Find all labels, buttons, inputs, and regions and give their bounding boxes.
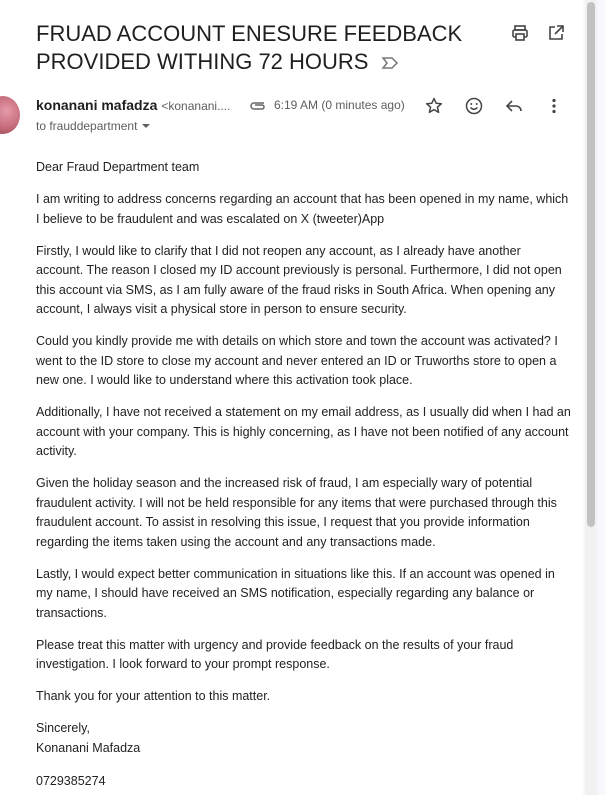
body-paragraph: I am writing to address concerns regarding an account that has been opened in my name, which I believe to be fraudulent and was escalated on X (tweeter)App xyxy=(36,192,569,226)
body-paragraph: Thank you for your attention to this matter. xyxy=(36,689,271,703)
message-actions xyxy=(424,96,564,116)
label-icon[interactable] xyxy=(381,49,399,63)
star-icon[interactable] xyxy=(424,96,444,116)
closing-text: Sincerely, xyxy=(36,721,90,735)
scrollbar[interactable] xyxy=(585,0,597,795)
chevron-down-icon[interactable] xyxy=(141,121,151,131)
body-paragraph: Firstly, I would like to clarify that I did not reopen any account, as I already have another account. The reason I closed my ID account previously is personal. Furthermore, I did not open this account via SMS, as I am fully aware of the fraud risks in South Africa. When opening any account, I always visit a physical store in person to ensure security. xyxy=(36,243,562,316)
open-in-new-icon[interactable] xyxy=(547,24,565,42)
signature-block xyxy=(36,719,571,758)
more-vert-icon[interactable] xyxy=(544,96,564,116)
body-paragraph: Lastly, I would expect better communication in situations like this. If an account was opened in my name, I should have received an SMS notification, especially regarding any balance or transactions. xyxy=(36,566,555,620)
body-paragraph: Given the holiday season and the increased risk of fraud, I am especially wary of potential fraudulent activity. I will not be held responsible for any items that were purchased through this fraudulent account. To assist in resolving this issue, I request that you provide information regarding the items taken using the account and any transactions made. xyxy=(36,476,557,549)
sender-name[interactable]: konanani mafadza xyxy=(36,97,158,113)
emoji-icon[interactable] xyxy=(464,96,484,116)
body-paragraph: Additionally, I have not received a statement on my email address, as I usually did when I had an account with your company. This is highly concerning, as I have not been notified of any account activity. xyxy=(36,405,571,458)
scrollbar-thumb[interactable] xyxy=(587,2,595,527)
sender-line xyxy=(36,97,236,113)
avatar[interactable] xyxy=(0,96,20,134)
email-body xyxy=(36,158,571,795)
thread-actions xyxy=(511,24,565,42)
body-paragraph: Dear Fraud Department team xyxy=(36,160,200,174)
sender-email: <konanani.... xyxy=(161,99,231,113)
subject-text: FRUAD ACCOUNT ENESURE FEEDBACK PROVIDED WITHING 72 HOURS xyxy=(36,21,463,74)
email-subject xyxy=(36,20,476,76)
recipient-line[interactable] xyxy=(36,119,151,133)
phone-number: 0729385274 xyxy=(36,774,106,788)
reply-icon[interactable] xyxy=(504,96,524,116)
recipient-text: to frauddepartment xyxy=(36,119,138,133)
print-icon[interactable] xyxy=(511,24,529,42)
timestamp: 6:19 AM (0 minutes ago) xyxy=(274,98,405,112)
attachment-icon xyxy=(249,98,267,112)
body-paragraph: Please treat this matter with urgency and provide feedback on the results of your fraud investigation. I look forward to your prompt response. xyxy=(36,637,514,671)
body-paragraph: Could you kindly provide me with details on which store and town the account was activated? I went to the ID store to close my account and never entered an ID or Truworths store to open a new one. I would like to understand where this activation took place. xyxy=(36,334,558,387)
signature-name: Konanani Mafadza xyxy=(36,740,141,755)
